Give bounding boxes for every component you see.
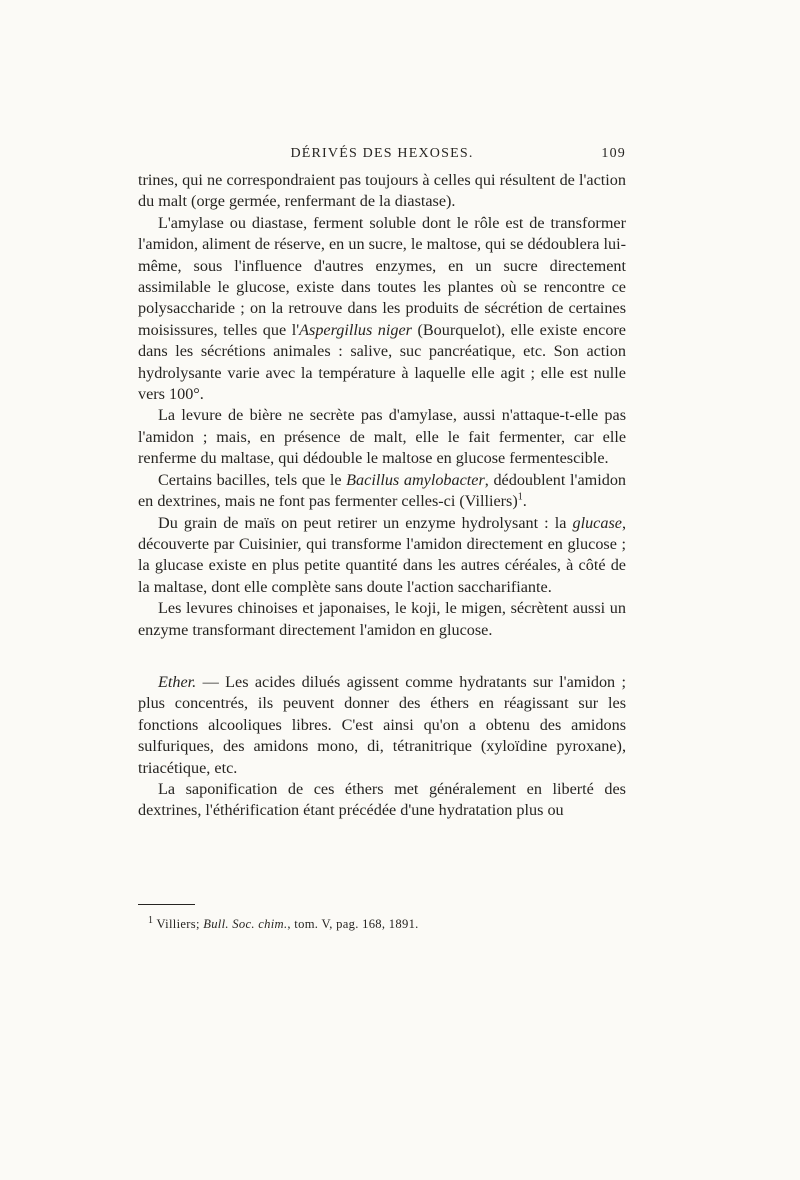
paragraph-continuation	[138, 170, 626, 213]
paragraph-text: Les levures chinoises et japonaises, le koji, le migen, sécrètent aussi un enzyme transformant directement l'amidon en glucose.	[138, 599, 626, 639]
enzyme-name: glucase	[572, 513, 622, 532]
paragraph-text: , dédoublent l'amidon en dextrines, mais ne font pas fermenter celles-ci (Villiers)	[138, 470, 627, 511]
footnote-text: Villiers;	[153, 917, 204, 931]
paragraph-bacilles	[138, 470, 626, 513]
paragraph-text: .	[522, 492, 527, 511]
paragraph-levure	[138, 405, 626, 469]
footnote-marker: 1	[148, 914, 154, 926]
footnote-divider	[138, 904, 195, 905]
footnote	[148, 916, 618, 932]
footnote-text: , tom. V, pag. 168, 1891.	[287, 917, 419, 931]
paragraph-ether	[138, 672, 626, 779]
paragraph-text: La saponification de ces éthers met généralement en liberté des dextrines, l'éthérification étant précédée d'une hydratation plus ou	[138, 779, 626, 820]
paragraph-text: La levure de bière ne secrète pas d'amylase, aussi n'attaque-t-elle pas l'amidon ; mais, en présence de malt, elle le fait fermenter, car elle renferme du maltase, qui dédouble le maltose en glucose fermentescible.	[138, 406, 626, 468]
section-heading: Ether.	[158, 672, 197, 691]
paragraph-text: trines, qui ne correspondraient pas toujours à celles qui résultent de l'action du malt (orge germée, renfermant de la diastase).	[138, 171, 626, 211]
paragraph-text: — Les acides dilués agissent comme hydratants sur l'amidon ; plus concentrés, ils peuvent donner des éthers en réagissant sur les fonctions alcooliques libres. C'est ainsi qu'on a obtenu des amidons sulfuriques, des amidons mono, di, tétranitrique (xyloïdine pyroxane), triacétique, etc.	[138, 672, 626, 777]
paragraph-saponification	[138, 779, 626, 822]
species-name: Bacillus amylobacter	[346, 470, 485, 489]
paragraph-levures-chinoises	[138, 598, 626, 641]
footnote-reference: 1	[517, 491, 523, 503]
paragraph-text: (Bourquelot), elle existe encore dans les sécrétions animales : salive, suc pancréatique, etc. Son action hydrolysante varie avec la température à laquelle elle agit ; elle est nulle vers 100°.	[138, 320, 626, 404]
paragraph-mais	[138, 513, 626, 599]
paragraph-amylase	[138, 213, 626, 406]
paragraph-text: L'amylase ou diastase, ferment soluble dont le rôle est de transformer l'amidon, aliment de réserve, en un sucre, le maltose, qui se dédoublera lui-même, sous l'influence d'autres enzymes, en un sucre directement assimilable le glucose, existe dans toutes les plantes où se rencontre ce polysaccharide ; on la retrouve dans les produits de sécrétion de certaines moisissures, telles que l'	[138, 213, 626, 339]
journal-title: Bull. Soc. chim.	[203, 917, 288, 931]
species-name: Aspergillus niger	[299, 320, 412, 339]
paragraph-text: Certains bacilles, tels que le	[158, 470, 347, 489]
body-text	[138, 170, 626, 822]
running-head	[138, 146, 626, 166]
running-title: DÉRIVÉS DES HEXOSES.	[290, 146, 474, 161]
paragraph-text: , découverte par Cuisinier, qui transforme l'amidon directement en glucose ; la glucase existe en plus petite quantité dans les autres céréales, à côté de la maltase, dont elle complète sans doute l'action saccharifiante.	[138, 513, 626, 596]
paragraph-text: Du grain de maïs on peut retirer un enzyme hydrolysant : la	[158, 513, 573, 532]
page-number: 109	[601, 146, 626, 161]
